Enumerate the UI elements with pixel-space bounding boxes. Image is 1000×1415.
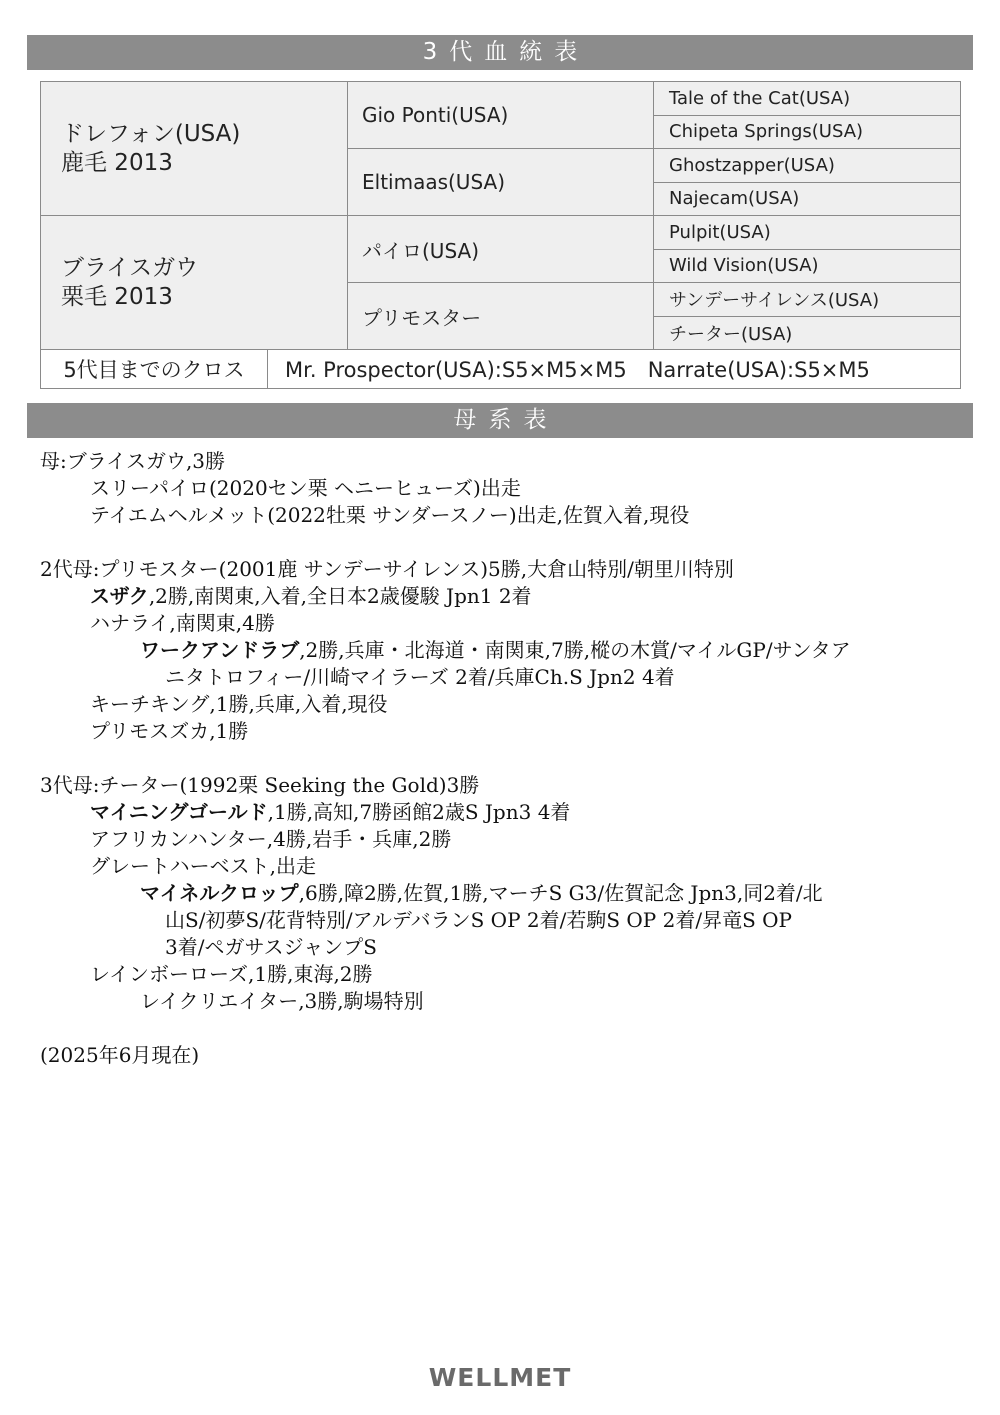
pedigree-header: 3代血統表 bbox=[27, 35, 973, 70]
list-item: テイエムヘルメット(2022牡栗 サンダースノー)出走,佐賀入着,現役 bbox=[90, 503, 690, 527]
cross-value: Mr. Prospector(USA):S5×M5×M5 Narrate(USA):S5×M5 bbox=[268, 350, 961, 389]
list-item: キーチキング,1勝,兵庫,入着,現役 bbox=[90, 692, 388, 716]
dam-line: 母:ブライスガウ,3勝 bbox=[40, 449, 226, 473]
horse-name-bold: スザク bbox=[90, 584, 149, 608]
horse-name-bold: マイニングゴールド bbox=[90, 800, 268, 824]
horse-name-bold: ワークアンドラブ bbox=[140, 638, 300, 662]
gen3-cell: Ghostzapper(USA) bbox=[654, 149, 961, 183]
gen3-cell: Wild Vision(USA) bbox=[654, 249, 961, 283]
wellmet-logo: WELLMET bbox=[428, 1363, 572, 1392]
gen3-cell: Chipeta Springs(USA) bbox=[654, 115, 961, 149]
gen3-cell: Tale of the Cat(USA) bbox=[654, 82, 961, 116]
gen3-cell: チーター(USA) bbox=[654, 316, 961, 350]
gen3-cell: Pulpit(USA) bbox=[654, 216, 961, 250]
family-table bbox=[40, 448, 970, 1069]
sire-info: 鹿毛 2013 bbox=[61, 149, 173, 176]
sire-sire-cell: Gio Ponti(USA) bbox=[348, 82, 654, 149]
date-note: (2025年6月現在) bbox=[40, 1043, 200, 1067]
second-dam-line: 2代母:プリモスター(2001鹿 サンデーサイレンス)5勝,大倉山特別/朝里川特別 bbox=[40, 557, 734, 581]
gen3-cell: サンデーサイレンス(USA) bbox=[654, 283, 961, 317]
dam-dam-cell: プリモスター bbox=[348, 283, 654, 350]
family-header: 母系表 bbox=[27, 403, 973, 438]
dam-name: ブライスガウ bbox=[61, 254, 199, 281]
list-item: ハナライ,南関東,4勝 bbox=[90, 611, 275, 635]
sire-cell bbox=[41, 82, 348, 216]
dam-info: 栗毛 2013 bbox=[61, 283, 173, 310]
sire-name: ドレフォン(USA) bbox=[61, 120, 241, 147]
list-item: レインボーローズ,1勝,東海,2勝 bbox=[90, 962, 373, 986]
list-item: スザク,2勝,南関東,入着,全日本2歳優駿 Jpn1 2着 bbox=[90, 584, 532, 608]
sire-dam-cell: Eltimaas(USA) bbox=[348, 149, 654, 216]
list-item: マイネルクロップ,6勝,障2勝,佐賀,1勝,マーチS G3/佐賀記念 Jpn3,同2着/北 bbox=[140, 881, 823, 905]
list-item-continued: 3着/ペガサスジャンプS bbox=[165, 935, 377, 959]
dam-cell bbox=[41, 216, 348, 350]
gen3-cell: Najecam(USA) bbox=[654, 182, 961, 216]
third-dam-line: 3代母:チーター(1992栗 Seeking the Gold)3勝 bbox=[40, 773, 480, 797]
cross-label: 5代目までのクロス bbox=[41, 350, 268, 389]
list-item: グレートハーベスト,出走 bbox=[90, 854, 316, 878]
horse-name-bold: マイネルクロップ bbox=[140, 881, 299, 905]
list-item: アフリカンハンター,4勝,岩手・兵庫,2勝 bbox=[90, 827, 452, 851]
list-item: プリモスズカ,1勝 bbox=[90, 719, 249, 743]
list-item: レイクリエイター,3勝,駒場特別 bbox=[140, 989, 424, 1013]
dam-sire-cell: パイロ(USA) bbox=[348, 216, 654, 283]
list-item: ワークアンドラブ,2勝,兵庫・北海道・南関東,7勝,樅の木賞/マイルGP/サンタア bbox=[140, 638, 851, 662]
list-item-continued: ニタトロフィー/川崎マイラーズ 2着/兵庫Ch.S Jpn2 4着 bbox=[165, 665, 675, 689]
list-item: マイニングゴールド,1勝,高知,7勝函館2歳S Jpn3 4着 bbox=[90, 800, 571, 824]
list-item-continued: 山S/初夢S/花背特別/アルデバランS OP 2着/若駒S OP 2着/昇竜S OP bbox=[165, 908, 792, 932]
list-item: スリーパイロ(2020セン栗 ヘニーヒューズ)出走 bbox=[90, 476, 521, 500]
pedigree-table bbox=[40, 81, 961, 389]
